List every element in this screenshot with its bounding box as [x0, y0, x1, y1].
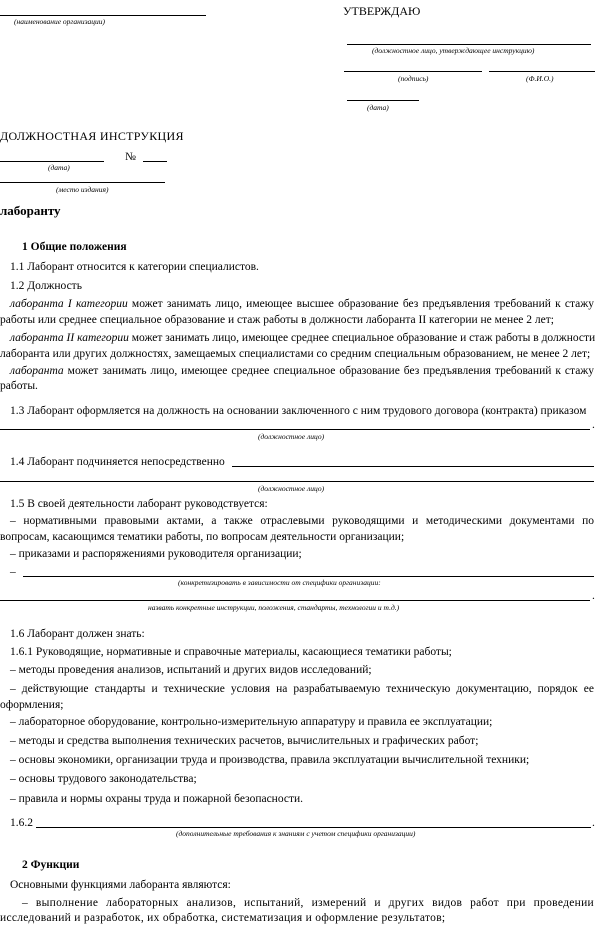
- cat1-title: лаборанта I категории: [10, 298, 128, 310]
- doc-title: ДОЛЖНОСТНАЯ ИНСТРУКЦИЯ: [0, 129, 184, 143]
- extra-knowledge-caption: (дополнительные требования к знаниям с учетом специфики организации): [176, 829, 416, 838]
- cat1-line1: [10, 297, 594, 311]
- p1-5: 1.5 В своей деятельности лаборант руководствуется:: [10, 498, 268, 510]
- section2-heading: 2 Функции: [22, 859, 80, 871]
- org-name-line[interactable]: [0, 15, 206, 16]
- p1-6-1: 1.6.1 Руководящие, нормативные и справочные материалы, касающиеся тематики работы;: [10, 646, 452, 658]
- p1-4-official-line2[interactable]: [0, 481, 594, 482]
- doc-subject: лаборанту: [0, 203, 61, 218]
- knowledge-item-2a: – действующие стандарты и технические условия на разрабатываемую техническую документацию, порядок ее: [10, 683, 594, 695]
- p1-1: 1.1 Лаборант относится к категории специалистов.: [10, 261, 259, 273]
- p1-5-dot: .: [592, 590, 595, 602]
- concretize-caption-2: назвать конкретные инструкции, положения, стандарты, технологии и т.д.): [148, 603, 400, 612]
- cat2-line2: лаборанта или других должностях, замещаемых специалистами со средним специальным образованием, не менее 2 лет;: [0, 348, 591, 360]
- knowledge-item-5: – основы экономики, организации труда и производства, правила эксплуатации вычислительной техники;: [10, 754, 530, 766]
- fio-caption: (Ф.И.О.): [526, 74, 554, 83]
- official-caption: (должностное лицо): [258, 432, 325, 441]
- p1-4-official-line[interactable]: [232, 466, 594, 467]
- signature-caption: (подпись): [398, 74, 429, 83]
- section1-heading: 1 Общие положения: [22, 241, 127, 253]
- cat3-text: может занимать лицо, имеющее среднее специальное образование без предъявления требований к стажу: [63, 365, 594, 377]
- functions-intro: Основными функциями лаборанта являются:: [10, 879, 231, 891]
- cat2-title: лаборанта II категории: [10, 332, 129, 344]
- doc-date-line[interactable]: [0, 161, 104, 162]
- approve-date-caption: (дата): [367, 103, 389, 112]
- knowledge-item-4: – методы и средства выполнения технических расчетов, вычислительных и графических работ;: [10, 735, 479, 747]
- approve-date-line[interactable]: [347, 100, 419, 101]
- signature-line[interactable]: [344, 71, 482, 72]
- number-sign: №: [125, 151, 136, 163]
- approver-position-line[interactable]: [347, 44, 591, 45]
- knowledge-item-3: – лабораторное оборудование, контрольно-измерительную аппаратуру и правила ее эксплуатации;: [10, 716, 493, 728]
- knowledge-item-1: – методы проведения анализов, испытаний и других видов исследований;: [10, 664, 372, 676]
- cat3-line2: работы.: [0, 380, 38, 392]
- doc-number-line[interactable]: [143, 161, 167, 162]
- p1-6-2-dot: .: [592, 817, 595, 829]
- p1-6-2: 1.6.2: [10, 817, 33, 829]
- org-name-caption: (наименование организации): [14, 17, 106, 26]
- official-caption-2: (должностное лицо): [258, 484, 325, 493]
- cat3-title: лаборанта: [10, 365, 64, 377]
- p1-5-c-line2[interactable]: [0, 600, 590, 601]
- p1-5-a1: – нормативными правовыми актами, а также отраслевыми руководящими и методическими документами по: [10, 515, 594, 527]
- knowledge-item-6: – основы трудового законодательства;: [10, 773, 197, 785]
- p1-2: 1.2 Должность: [10, 280, 82, 292]
- function-item-1b: исследований и разработок, их обработка, систематизация и оформление результатов;: [0, 912, 446, 924]
- cat3-line1: [10, 364, 594, 378]
- p1-3: 1.3 Лаборант оформляется на должность на основании заключенного с ним трудового договора (контракта) приказом: [10, 405, 587, 417]
- function-item-1a: – выполнение лабораторных анализов, испытаний, измерений и других видов работ при проведении: [22, 897, 594, 909]
- p1-6-2-line[interactable]: [36, 827, 591, 828]
- concretize-caption: (конкретизировать в зависимости от специфики организации:: [178, 578, 381, 587]
- cat1-text: может занимать лицо, имеющее высшее образование без предъявления требований к стажу: [127, 298, 594, 310]
- knowledge-item-2b: оформления;: [0, 699, 64, 711]
- approve-label: УТВЕРЖДАЮ: [343, 4, 421, 18]
- place-line[interactable]: [0, 182, 165, 183]
- p1-6: 1.6 Лаборант должен знать:: [10, 628, 145, 640]
- fio-line[interactable]: [489, 71, 595, 72]
- p1-3-dot: .: [592, 419, 595, 431]
- p1-3-official-line[interactable]: [0, 429, 590, 430]
- approver-position-caption: (должностное лицо, утверждающее инструкцию): [372, 46, 535, 55]
- cat2-line1: [10, 331, 594, 345]
- p1-5-c-line[interactable]: [23, 576, 594, 577]
- cat1-line2: работы или среднее специальное образование и стаж работы в должности лаборанта II категории не менее 2 лет;: [0, 314, 554, 326]
- knowledge-item-7: – правила и нормы охраны труда и пожарной безопасности.: [10, 793, 304, 805]
- doc-date-caption: (дата): [48, 163, 70, 172]
- p1-4: 1.4 Лаборант подчиняется непосредственно: [10, 456, 225, 468]
- p1-5-c-dash: –: [10, 566, 16, 578]
- p1-5-a2: вопросам, касающимся тематики работы, по вопросам деятельности организации;: [0, 531, 405, 543]
- p1-5-b: – приказами и распоряжениями руководителя организации;: [10, 548, 302, 560]
- cat2-text: может занимать лицо, имеющее среднее специальное образование и стаж работы в должности: [128, 332, 596, 344]
- place-caption: (место издания): [56, 185, 109, 194]
